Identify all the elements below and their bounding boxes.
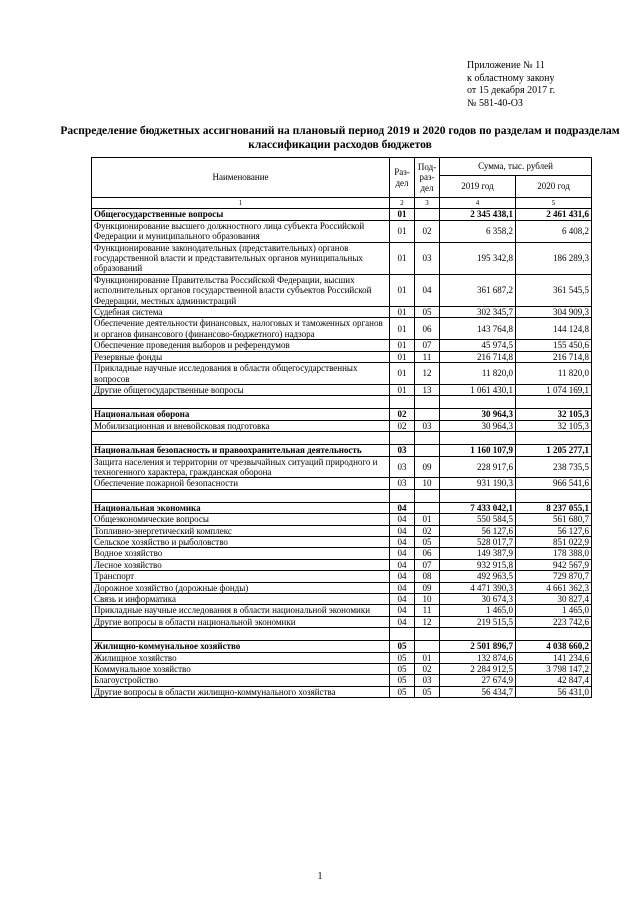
row-sum-2019: 56 127,6 <box>440 525 516 536</box>
row-sum-2020: 30 827,4 <box>516 594 592 605</box>
row-razdel: 01 <box>390 307 415 318</box>
row-podrazdel: 07 <box>415 559 440 570</box>
row-name: Прикладные научные исследования в области национальной экономики <box>92 605 390 616</box>
row-sum-2019: 30 964,3 <box>440 409 516 420</box>
appendix-header-line: Приложение № 11 <box>467 60 545 71</box>
row-name: Функционирование Правительства Российской Федерации, высших исполнительных органов государственной власти субъектов Российской Федерации, местных администраций <box>92 274 390 306</box>
table-head <box>92 158 592 209</box>
row-razdel: 04 <box>390 605 415 616</box>
row-sum-2019: 56 434,7 <box>440 686 516 697</box>
row-name: Резервные фонды <box>92 351 390 362</box>
row-sum-2020: 561 680,7 <box>516 514 592 525</box>
row-name: Общегосударственные вопросы <box>92 209 390 220</box>
row-sum-2019: 1 061 430,1 <box>440 384 516 395</box>
row-name: Национальная экономика <box>92 502 390 513</box>
row-sum-2019: 2 501 896,7 <box>440 641 516 652</box>
spacer-cell <box>390 628 415 641</box>
column-index: 5 <box>516 198 592 209</box>
table-row <box>92 307 592 318</box>
row-name: Обеспечение пожарной безопасности <box>92 478 390 489</box>
row-podrazdel <box>415 641 440 652</box>
row-sum-2020: 3 798 147,2 <box>516 664 592 675</box>
spacer-cell <box>415 628 440 641</box>
row-sum-2019: 7 433 042,1 <box>440 502 516 513</box>
row-podrazdel: 02 <box>415 525 440 536</box>
spacer-cell <box>92 396 390 409</box>
spacer-cell <box>390 489 415 502</box>
row-podrazdel: 07 <box>415 340 440 351</box>
table-row <box>92 420 592 431</box>
row-razdel: 04 <box>390 525 415 536</box>
table-row <box>92 242 592 274</box>
row-podrazdel: 03 <box>415 242 440 274</box>
row-name: Сельское хозяйство и рыболовство <box>92 536 390 547</box>
row-sum-2020: 2 461 431,6 <box>516 209 592 220</box>
row-name: Национальная безопасность и правоохранительная деятельность <box>92 445 390 456</box>
table-body <box>92 209 592 698</box>
table-row <box>92 686 592 697</box>
row-podrazdel: 02 <box>415 664 440 675</box>
row-podrazdel: 05 <box>415 307 440 318</box>
spacer-cell <box>390 396 415 409</box>
table-row <box>92 594 592 605</box>
column-header-2019: 2019 год <box>440 176 516 198</box>
table-row <box>92 514 592 525</box>
row-razdel: 03 <box>390 478 415 489</box>
spacer-cell <box>516 489 592 502</box>
spacer-cell <box>92 628 390 641</box>
section-row <box>92 502 592 513</box>
row-sum-2019: 11 820,0 <box>440 363 516 385</box>
row-sum-2020: 223 742,6 <box>516 616 592 627</box>
row-name: Прикладные научные исследования в области общегосударственных вопросов <box>92 363 390 385</box>
row-name: Транспорт <box>92 571 390 582</box>
row-razdel: 05 <box>390 686 415 697</box>
row-sum-2020: 1 074 169,1 <box>516 384 592 395</box>
row-podrazdel: 05 <box>415 536 440 547</box>
table-row <box>92 582 592 593</box>
table-row <box>92 536 592 547</box>
row-name: Мобилизационная и вневойсковая подготовка <box>92 420 390 431</box>
table-row <box>92 340 592 351</box>
row-podrazdel: 02 <box>415 220 440 242</box>
row-podrazdel: 08 <box>415 571 440 582</box>
row-podrazdel: 03 <box>415 675 440 686</box>
column-header-razdel: Раз- дел <box>390 158 415 198</box>
row-name: Коммунальное хозяйство <box>92 664 390 675</box>
row-sum-2019: 149 387,9 <box>440 548 516 559</box>
spacer-cell <box>440 489 516 502</box>
appendix-header-line: к областному закону <box>467 72 555 84</box>
table-row <box>92 559 592 570</box>
row-sum-2019: 528 017,7 <box>440 536 516 547</box>
row-razdel: 01 <box>390 242 415 274</box>
row-name: Лесное хозяйство <box>92 559 390 570</box>
row-sum-2019: 550 584,5 <box>440 514 516 525</box>
row-podrazdel: 06 <box>415 548 440 559</box>
column-header-sum: Сумма, тыс. рублей <box>440 158 592 176</box>
row-razdel: 04 <box>390 502 415 513</box>
row-sum-2020: 178 388,0 <box>516 548 592 559</box>
spacer-cell <box>440 628 516 641</box>
section-row <box>92 409 592 420</box>
row-razdel: 01 <box>390 340 415 351</box>
column-header-2020: 2020 год <box>516 176 592 198</box>
row-sum-2020: 966 541,6 <box>516 478 592 489</box>
row-name: Благоустройство <box>92 675 390 686</box>
column-header-podrazdel: Под- раз- дел <box>415 158 440 198</box>
row-sum-2019: 1 160 107,9 <box>440 445 516 456</box>
row-razdel: 03 <box>390 456 415 478</box>
row-sum-2020: 851 022,9 <box>516 536 592 547</box>
spacer-cell <box>516 432 592 445</box>
row-podrazdel <box>415 502 440 513</box>
row-razdel: 01 <box>390 209 415 220</box>
row-sum-2019: 30 964,3 <box>440 420 516 431</box>
row-name: Топливно-энергетический комплекс <box>92 525 390 536</box>
column-index: 2 <box>390 198 415 209</box>
table-row <box>92 478 592 489</box>
row-sum-2019: 932 915,8 <box>440 559 516 570</box>
spacer-cell <box>516 396 592 409</box>
row-sum-2019: 216 714,8 <box>440 351 516 362</box>
row-name: Защита населения и территории от чрезвычайных ситуаций природного и техногенного характера, гражданская оборона <box>92 456 390 478</box>
row-sum-2019: 2 284 912,5 <box>440 664 516 675</box>
row-sum-2020: 1 465,0 <box>516 605 592 616</box>
row-razdel: 01 <box>390 384 415 395</box>
row-name: Обеспечение проведения выборов и референдумов <box>92 340 390 351</box>
row-razdel: 01 <box>390 363 415 385</box>
row-name: Жилищно-коммунальное хозяйство <box>92 641 390 652</box>
row-podrazdel: 10 <box>415 594 440 605</box>
row-podrazdel: 03 <box>415 420 440 431</box>
spacer-cell <box>92 489 390 502</box>
row-razdel: 04 <box>390 571 415 582</box>
spacer-cell <box>415 489 440 502</box>
row-sum-2020: 144 124,8 <box>516 318 592 340</box>
table-row <box>92 351 592 362</box>
row-sum-2020: 56 431,0 <box>516 686 592 697</box>
row-podrazdel: 12 <box>415 363 440 385</box>
table-row <box>92 652 592 663</box>
spacer-row <box>92 432 592 445</box>
appendix-header-line: № 581-40-ОЗ <box>467 97 523 109</box>
row-sum-2019: 931 190,3 <box>440 478 516 489</box>
row-sum-2019: 219 515,5 <box>440 616 516 627</box>
row-podrazdel: 06 <box>415 318 440 340</box>
row-podrazdel: 05 <box>415 686 440 697</box>
row-name: Жилищное хозяйство <box>92 652 390 663</box>
row-sum-2019: 30 674,3 <box>440 594 516 605</box>
row-podrazdel: 11 <box>415 605 440 616</box>
row-sum-2019: 6 358,2 <box>440 220 516 242</box>
row-razdel: 04 <box>390 594 415 605</box>
row-podrazdel: 11 <box>415 351 440 362</box>
row-name: Водное хозяйство <box>92 548 390 559</box>
page-number: 1 <box>317 871 323 882</box>
row-sum-2020: 11 820,0 <box>516 363 592 385</box>
row-razdel: 02 <box>390 409 415 420</box>
row-sum-2019: 361 687,2 <box>440 274 516 306</box>
row-sum-2020: 238 735,5 <box>516 456 592 478</box>
row-podrazdel: 01 <box>415 514 440 525</box>
row-razdel: 04 <box>390 616 415 627</box>
column-index-row <box>92 198 592 209</box>
row-name: Другие вопросы в области национальной экономики <box>92 616 390 627</box>
row-razdel: 05 <box>390 652 415 663</box>
row-sum-2020: 141 234,6 <box>516 652 592 663</box>
row-sum-2020: 155 450,6 <box>516 340 592 351</box>
document-title: Распределение бюджетных ассигнований на плановый период 2019 и 2020 годов по разделам и подразделам классификации расходов бюджетов <box>60 125 620 151</box>
row-name: Связь и информатика <box>92 594 390 605</box>
table-row <box>92 548 592 559</box>
table-row <box>92 616 592 627</box>
row-razdel: 05 <box>390 675 415 686</box>
row-sum-2019: 27 674,9 <box>440 675 516 686</box>
row-sum-2020: 942 567,9 <box>516 559 592 570</box>
section-row <box>92 445 592 456</box>
row-sum-2019: 302 345,7 <box>440 307 516 318</box>
spacer-row <box>92 628 592 641</box>
row-podrazdel: 04 <box>415 274 440 306</box>
row-razdel: 03 <box>390 445 415 456</box>
spacer-cell <box>516 628 592 641</box>
row-name: Другие вопросы в области жилищно-коммунального хозяйства <box>92 686 390 697</box>
spacer-cell <box>440 432 516 445</box>
row-razdel: 04 <box>390 548 415 559</box>
row-razdel: 01 <box>390 274 415 306</box>
row-sum-2020: 729 870,7 <box>516 571 592 582</box>
row-sum-2020: 42 847,4 <box>516 675 592 686</box>
row-sum-2020: 4 038 660,2 <box>516 641 592 652</box>
row-podrazdel: 10 <box>415 478 440 489</box>
row-name: Функционирование высшего должностного лица субъекта Российской Федерации и муниципального образования <box>92 220 390 242</box>
row-sum-2020: 32 105,3 <box>516 420 592 431</box>
column-header-name: Наименование <box>92 158 390 198</box>
row-sum-2019: 492 963,5 <box>440 571 516 582</box>
spacer-cell <box>92 432 390 445</box>
row-name: Общеэкономические вопросы <box>92 514 390 525</box>
row-sum-2020: 4 661 362,3 <box>516 582 592 593</box>
column-index: 3 <box>415 198 440 209</box>
row-razdel: 01 <box>390 318 415 340</box>
row-name: Судебная система <box>92 307 390 318</box>
column-index: 1 <box>92 198 390 209</box>
column-index: 4 <box>440 198 516 209</box>
row-podrazdel: 09 <box>415 582 440 593</box>
row-name: Функционирование законодательных (представительных) органов государственной власти и представительных органов муниципальных образований <box>92 242 390 274</box>
table-row <box>92 456 592 478</box>
table-row <box>92 675 592 686</box>
row-razdel: 01 <box>390 351 415 362</box>
row-name: Дорожное хозяйство (дорожные фонды) <box>92 582 390 593</box>
row-sum-2020: 186 289,3 <box>516 242 592 274</box>
row-podrazdel: 13 <box>415 384 440 395</box>
row-sum-2019: 143 764,8 <box>440 318 516 340</box>
row-sum-2020: 8 237 055,1 <box>516 502 592 513</box>
spacer-cell <box>415 432 440 445</box>
appendix-header <box>467 60 555 110</box>
row-razdel: 04 <box>390 582 415 593</box>
row-sum-2020: 56 127,6 <box>516 525 592 536</box>
row-podrazdel: 12 <box>415 616 440 627</box>
row-sum-2019: 195 342,8 <box>440 242 516 274</box>
row-name: Другие общегосударственные вопросы <box>92 384 390 395</box>
spacer-cell <box>390 432 415 445</box>
row-razdel: 04 <box>390 559 415 570</box>
table-row <box>92 571 592 582</box>
table-row <box>92 220 592 242</box>
budget-table <box>91 157 592 698</box>
table-row <box>92 664 592 675</box>
table-row <box>92 605 592 616</box>
table-row <box>92 525 592 536</box>
row-razdel: 02 <box>390 420 415 431</box>
row-razdel: 04 <box>390 514 415 525</box>
section-row <box>92 641 592 652</box>
row-podrazdel <box>415 209 440 220</box>
row-razdel: 01 <box>390 220 415 242</box>
row-sum-2019: 1 465,0 <box>440 605 516 616</box>
table-row <box>92 363 592 385</box>
section-row <box>92 209 592 220</box>
spacer-cell <box>440 396 516 409</box>
table-row <box>92 318 592 340</box>
row-sum-2020: 304 909,3 <box>516 307 592 318</box>
row-sum-2019: 45 974,5 <box>440 340 516 351</box>
appendix-header-line: от 15 декабря 2017 г. <box>467 85 556 96</box>
spacer-cell <box>415 396 440 409</box>
spacer-row <box>92 396 592 409</box>
row-sum-2019: 132 874,6 <box>440 652 516 663</box>
row-sum-2020: 6 408,2 <box>516 220 592 242</box>
row-podrazdel: 09 <box>415 456 440 478</box>
row-name: Национальная оборона <box>92 409 390 420</box>
row-razdel: 04 <box>390 536 415 547</box>
row-sum-2020: 1 205 277,1 <box>516 445 592 456</box>
row-razdel: 05 <box>390 641 415 652</box>
row-podrazdel <box>415 409 440 420</box>
table-row <box>92 274 592 306</box>
row-sum-2019: 4 471 390,3 <box>440 582 516 593</box>
row-podrazdel: 01 <box>415 652 440 663</box>
row-sum-2020: 216 714,8 <box>516 351 592 362</box>
row-podrazdel <box>415 445 440 456</box>
row-sum-2019: 2 345 438,1 <box>440 209 516 220</box>
spacer-row <box>92 489 592 502</box>
row-sum-2020: 32 105,3 <box>516 409 592 420</box>
row-name: Обеспечение деятельности финансовых, налоговых и таможенных органов и органов финансового (финансово-бюджетного) надзора <box>92 318 390 340</box>
row-razdel: 05 <box>390 664 415 675</box>
table-row <box>92 384 592 395</box>
row-sum-2019: 228 917,6 <box>440 456 516 478</box>
row-sum-2020: 361 545,5 <box>516 274 592 306</box>
